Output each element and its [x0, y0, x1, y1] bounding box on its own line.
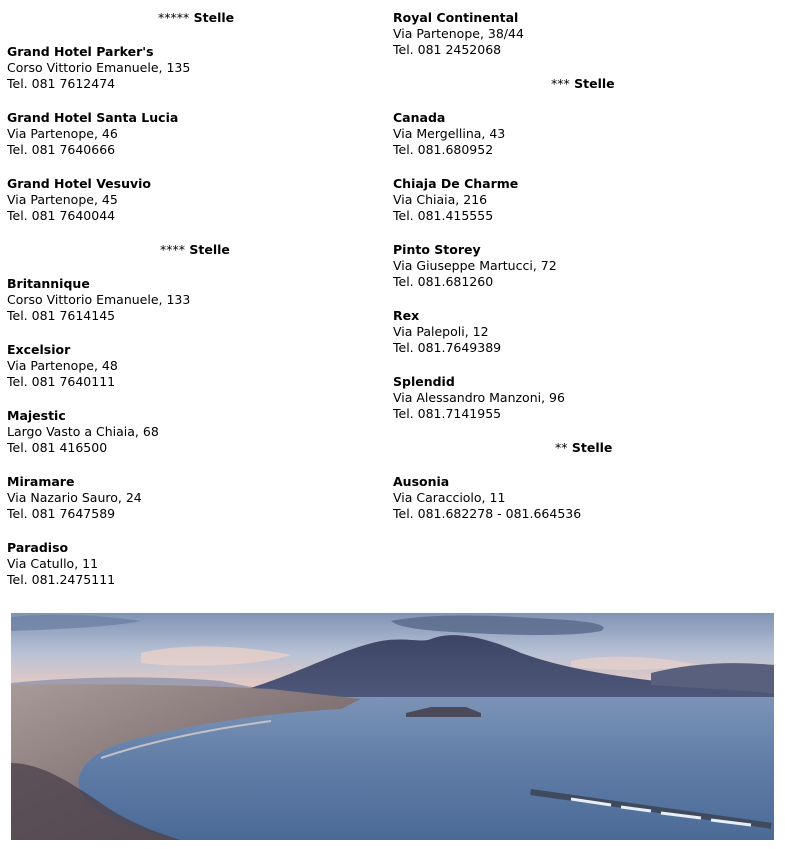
hotel-entry	[7, 110, 387, 158]
hotel-name: Rex	[393, 308, 420, 323]
hotel-entry	[7, 176, 387, 224]
four-star-heading	[7, 242, 387, 258]
hotel-address: Via Alessandro Manzoni, 96	[393, 390, 565, 405]
hotel-name: Splendid	[393, 374, 455, 389]
hotel-phone: Tel. 081 7614145	[7, 308, 116, 323]
hotel-address: Via Palepoli, 12	[393, 324, 489, 339]
hotel-entry	[393, 110, 773, 158]
three-star-heading	[393, 76, 773, 92]
hotel-name: Miramare	[7, 474, 75, 489]
hotel-name: Grand Hotel Santa Lucia	[7, 110, 179, 125]
hotel-name: Excelsior	[7, 342, 71, 357]
five-star-heading	[7, 10, 387, 26]
hotel-address: Via Giuseppe Martucci, 72	[393, 258, 557, 273]
hotel-phone: Tel. 081 7647589	[7, 506, 116, 521]
two-star-stars: **	[555, 440, 568, 455]
hotel-phone: Tel. 081 7640044	[7, 208, 116, 223]
naples-bay-photo	[11, 613, 774, 840]
hotel-phone: Tel. 081 7640111	[7, 374, 116, 389]
hotel-entry	[393, 10, 773, 58]
hotel-entry	[393, 176, 773, 224]
right-column	[393, 10, 773, 540]
hotel-name: Chiaja De Charme	[393, 176, 519, 191]
hotel-address: Via Catullo, 11	[7, 556, 99, 571]
hotel-phone: Tel. 081 416500	[7, 440, 108, 455]
hotel-name: Ausonia	[393, 474, 450, 489]
hotel-entry	[7, 408, 387, 456]
hotel-address: Via Mergellina, 43	[393, 126, 506, 141]
five-star-label: Stelle	[193, 10, 235, 25]
hotel-name: Paradiso	[7, 540, 69, 555]
hotel-entry	[7, 44, 387, 92]
two-star-heading	[393, 440, 773, 456]
hotel-address: Via Partenope, 48	[7, 358, 118, 373]
hotel-entry	[7, 474, 387, 522]
hotel-address: Via Partenope, 38/44	[393, 26, 524, 41]
five-star-stars: *****	[158, 10, 190, 25]
three-star-label: Stelle	[574, 76, 615, 91]
hotel-name: Majestic	[7, 408, 66, 423]
hotel-name: Grand Hotel Parker's	[7, 44, 154, 59]
hotel-name: Grand Hotel Vesuvio	[7, 176, 152, 191]
three-star-stars: ***	[551, 76, 570, 91]
hotel-phone: Tel. 081 2452068	[393, 42, 502, 57]
hotel-phone: Tel. 081.415555	[393, 208, 494, 223]
hotel-phone: Tel. 081.7649389	[393, 340, 502, 355]
four-star-stars: ****	[160, 242, 185, 257]
hotel-phone: Tel. 081.681260	[393, 274, 494, 289]
hotel-address: Largo Vasto a Chiaia, 68	[7, 424, 159, 439]
hotel-entry	[7, 276, 387, 324]
hotel-phone: Tel. 081.7141955	[393, 406, 502, 421]
hotel-phone: Tel. 081.680952	[393, 142, 494, 157]
hotel-entry	[393, 242, 773, 290]
hotel-name: Pinto Storey	[393, 242, 481, 257]
hotel-address: Via Chiaia, 216	[393, 192, 488, 207]
hotel-name: Canada	[393, 110, 446, 125]
hotel-address: Via Partenope, 46	[7, 126, 118, 141]
hotel-entry	[393, 474, 773, 522]
hotel-entry	[393, 374, 773, 422]
four-star-label: Stelle	[189, 242, 230, 257]
hotel-address: Corso Vittorio Emanuele, 133	[7, 292, 191, 307]
hotel-phone: Tel. 081 7612474	[7, 76, 116, 91]
left-column	[7, 10, 387, 606]
hotel-phone: Tel. 081.682278 - 081.664536	[393, 506, 582, 521]
hotel-entry	[7, 342, 387, 390]
hotel-phone: Tel. 081 7640666	[7, 142, 116, 157]
hotel-address: Via Nazario Sauro, 24	[7, 490, 142, 505]
hotel-address: Via Caracciolo, 11	[393, 490, 506, 505]
hotel-phone: Tel. 081.2475111	[7, 572, 116, 587]
hotel-name: Royal Continental	[393, 10, 519, 25]
two-star-label: Stelle	[571, 440, 613, 455]
hotel-address: Via Partenope, 45	[7, 192, 118, 207]
hotel-entry	[393, 308, 773, 356]
hotel-address: Corso Vittorio Emanuele, 135	[7, 60, 191, 75]
hotel-name: Britannique	[7, 276, 90, 291]
hotel-entry	[7, 540, 387, 588]
